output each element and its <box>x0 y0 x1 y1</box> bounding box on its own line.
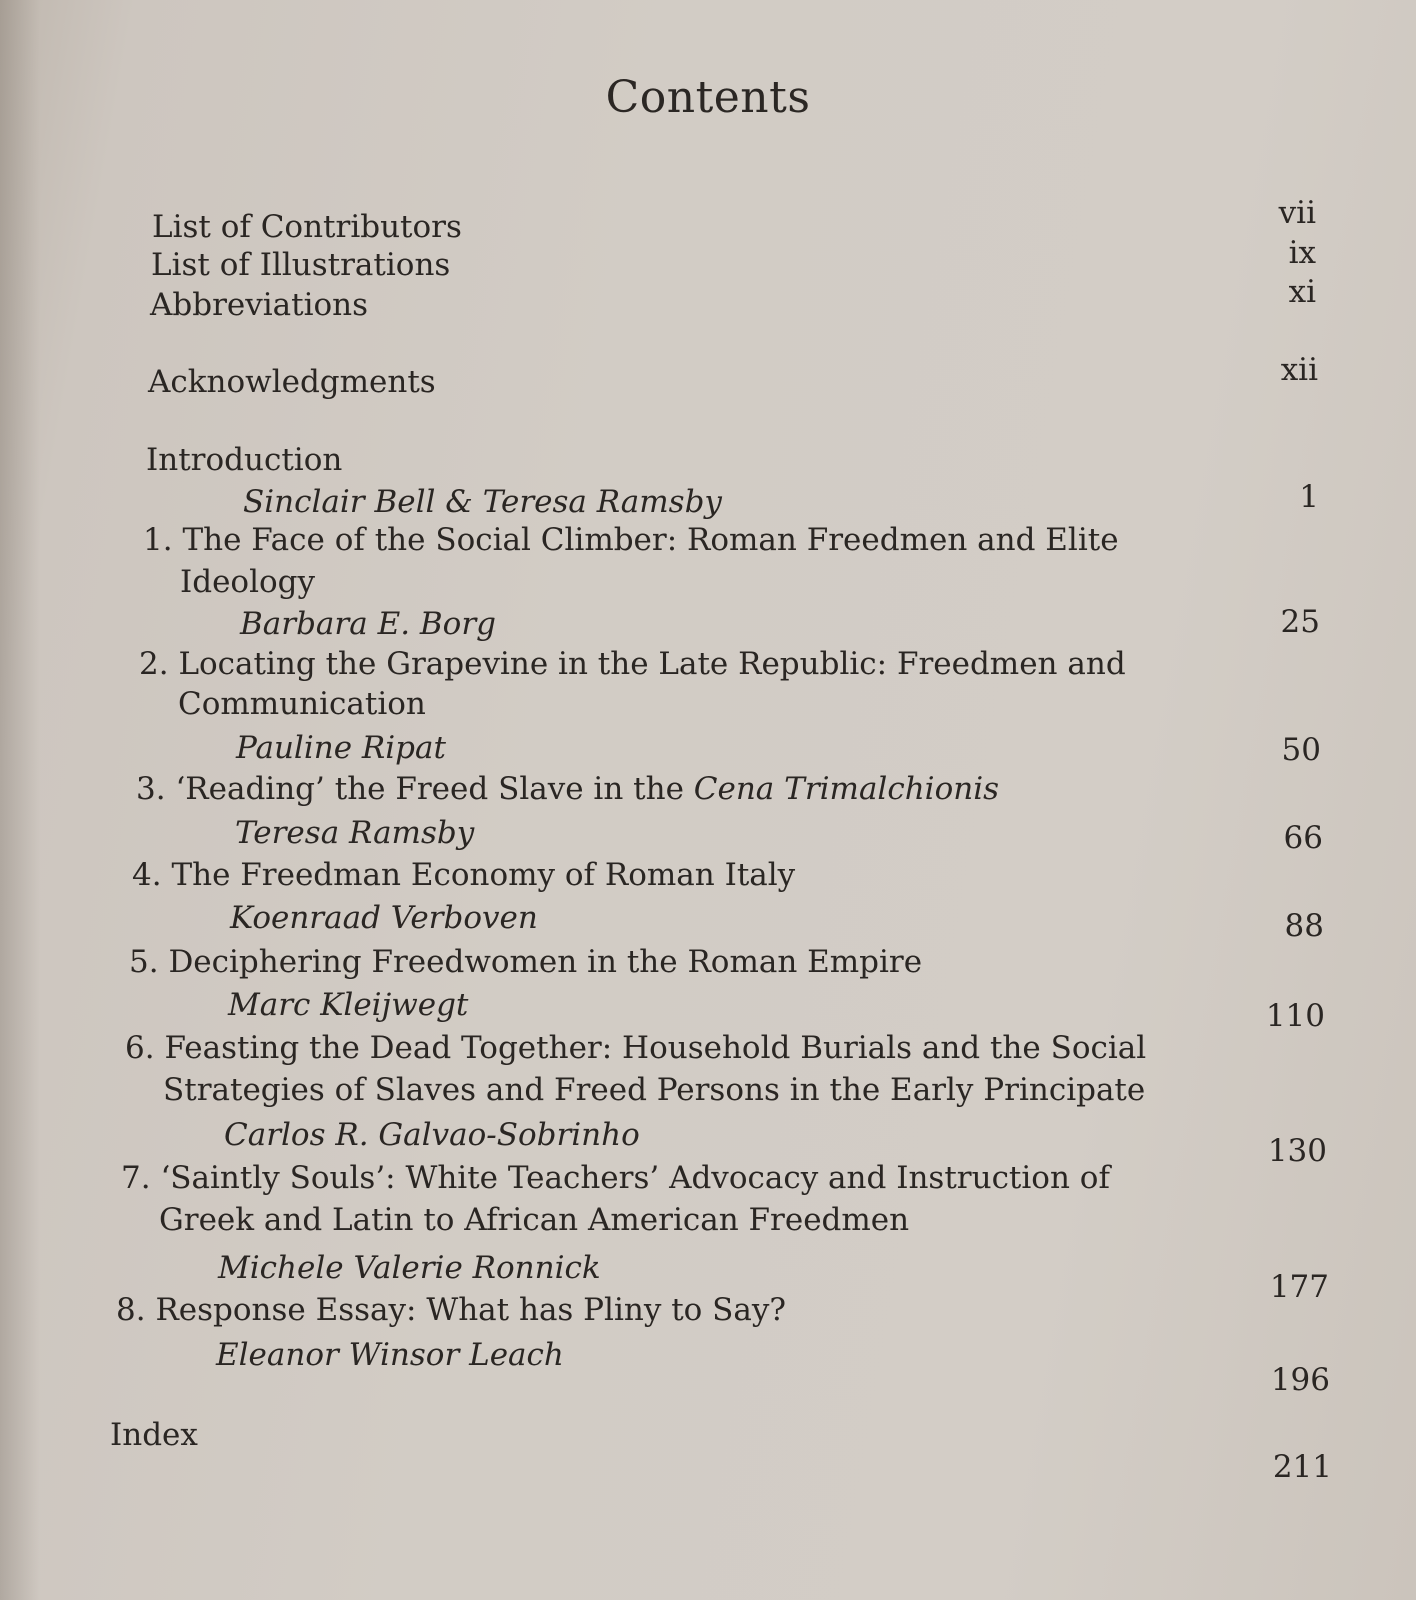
toc-entry-introduction: Introduction <box>146 442 343 478</box>
toc-chapter-7-title-cont: Greek and Latin to African American Freedmen <box>159 1202 910 1238</box>
chapter-number: 5. <box>129 944 159 980</box>
toc-entry-list-of-contributors: List of Contributors <box>152 209 462 245</box>
chapter-number: 3. <box>136 771 166 807</box>
toc-chapter-5-author: Marc Kleijwegt <box>228 987 469 1023</box>
chapter-number: 2. <box>139 646 169 682</box>
toc-author-introduction: Sinclair Bell & Teresa Ramsby <box>243 484 722 520</box>
chapter-title-line1: Feasting the Dead Together: Household Burials and the Social <box>164 1030 1147 1066</box>
toc-entry-list-of-illustrations: List of Illustrations <box>151 247 451 283</box>
toc-chapter-2-title <box>139 646 1126 682</box>
chapter-title-line1: ‘Saintly Souls’: White Teachers’ Advocacy and Instruction of <box>160 1160 1110 1196</box>
chapter-number: 4. <box>132 857 162 893</box>
toc-chapter-2-title-cont: Communication <box>178 686 426 722</box>
toc-chapter-1-title-cont: Ideology <box>180 564 316 600</box>
toc-page-abbreviations: xi <box>1288 274 1316 310</box>
chapter-title-line1: ‘Reading’ the Freed Slave in the <box>175 771 694 807</box>
toc-chapter-3-author: Teresa Ramsby <box>235 815 475 851</box>
toc-entry-acknowledgments: Acknowledgments <box>148 364 436 400</box>
chapter-number: 7. <box>121 1160 151 1196</box>
chapter-title-line1: The Face of the Social Climber: Roman Freedmen and Elite <box>182 522 1119 558</box>
toc-chapter-1-author: Barbara E. Borg <box>240 606 497 642</box>
chapter-title-line1: The Freedman Economy of Roman Italy <box>171 857 796 893</box>
chapter-title-line1: Locating the Grapevine in the Late Republic: Freedmen and <box>178 646 1126 682</box>
page-title: Contents <box>605 72 811 123</box>
chapter-title-line1: Deciphering Freedwomen in the Roman Empire <box>168 944 923 980</box>
toc-chapter-1-page: 25 <box>1280 604 1320 640</box>
chapter-number: 1. <box>143 522 173 558</box>
toc-chapter-4-page: 88 <box>1284 908 1324 944</box>
toc-chapter-1-title <box>143 522 1119 558</box>
toc-chapter-4-author: Koenraad Verboven <box>230 900 538 936</box>
toc-chapter-3-title <box>136 771 1000 807</box>
toc-entry-abbreviations: Abbreviations <box>150 287 369 323</box>
toc-page-list-of-illustrations: ix <box>1288 235 1316 271</box>
toc-chapter-7-title <box>121 1160 1110 1196</box>
toc-chapter-6-page: 130 <box>1267 1133 1327 1169</box>
toc-chapter-3-page: 66 <box>1283 820 1323 856</box>
toc-chapter-5-title <box>129 944 923 980</box>
page-edge-shadow <box>0 0 40 1600</box>
toc-chapter-8-author: Eleanor Winsor Leach <box>216 1337 564 1373</box>
chapter-number: 8. <box>116 1292 146 1328</box>
toc-chapter-6-author: Carlos R. Galvao-Sobrinho <box>224 1117 640 1153</box>
toc-chapter-7-author: Michele Valerie Ronnick <box>218 1250 601 1286</box>
toc-chapter-8-title <box>116 1292 787 1328</box>
toc-page-index: 211 <box>1272 1449 1332 1485</box>
toc-entry-index: Index <box>110 1417 198 1453</box>
chapter-title-line1: Response Essay: What has Pliny to Say? <box>155 1292 787 1328</box>
toc-page-list-of-contributors: vii <box>1278 195 1316 231</box>
toc-chapter-4-title <box>132 857 796 893</box>
toc-chapter-5-page: 110 <box>1265 998 1325 1034</box>
toc-chapter-6-title <box>125 1030 1147 1066</box>
toc-page-introduction: 1 <box>1299 479 1319 515</box>
chapter-title-italic: Cena Trimalchionis <box>693 771 1000 807</box>
toc-chapter-8-page: 196 <box>1270 1362 1330 1398</box>
toc-chapter-2-author: Pauline Ripat <box>236 730 446 766</box>
toc-chapter-2-page: 50 <box>1281 732 1321 768</box>
toc-chapter-7-page: 177 <box>1269 1269 1329 1305</box>
chapter-number: 6. <box>125 1030 155 1066</box>
toc-chapter-6-title-cont: Strategies of Slaves and Freed Persons in the Early Principate <box>163 1072 1146 1108</box>
toc-page-acknowledgments: xii <box>1280 352 1318 388</box>
